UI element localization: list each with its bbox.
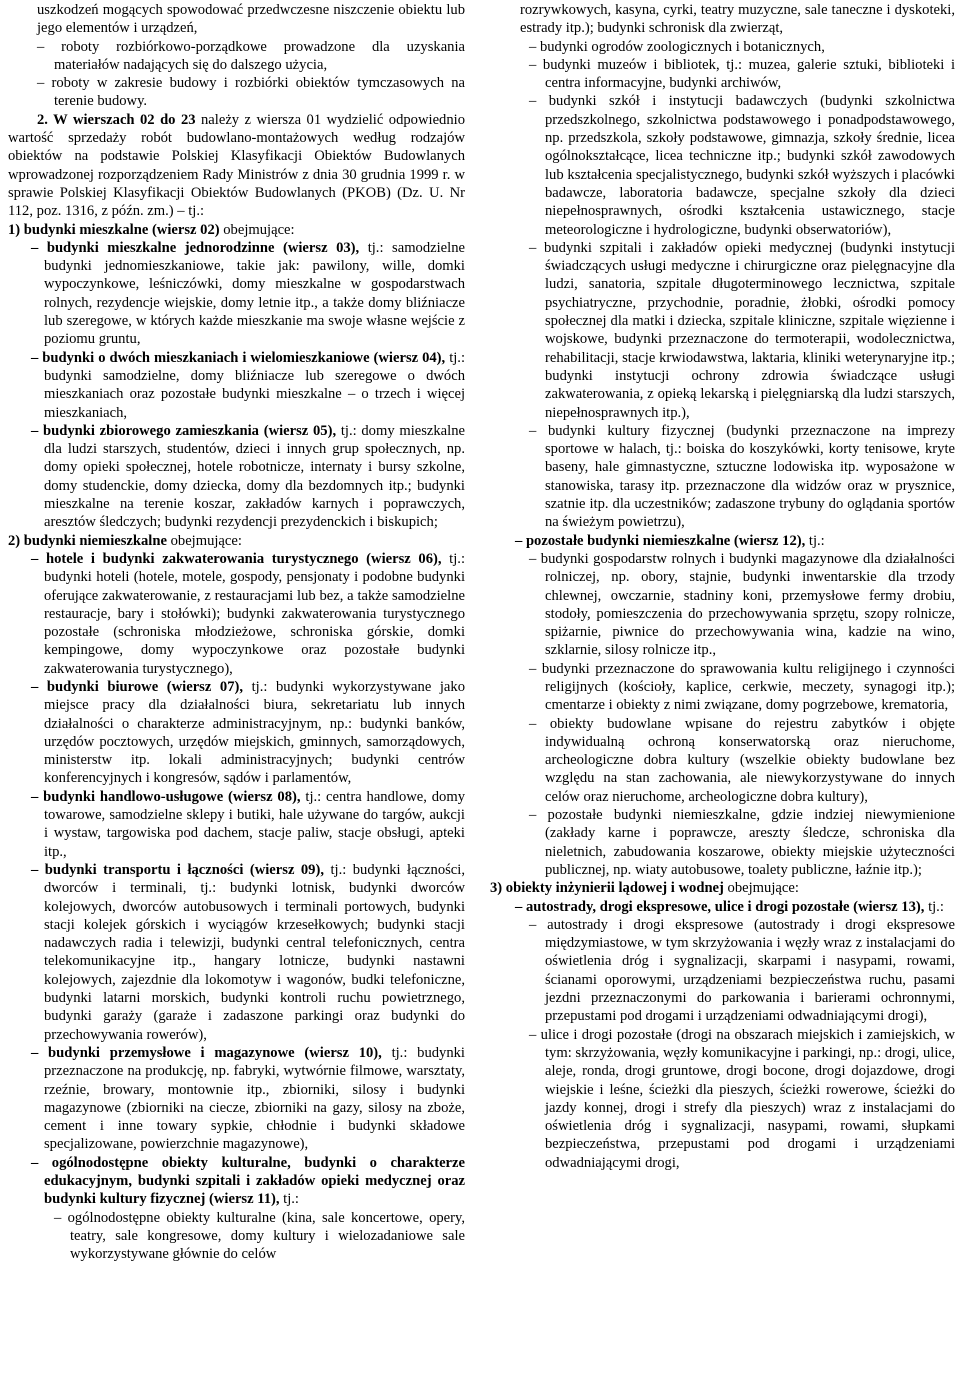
item-lead: – budynki handlowo-usługowe (wiersz 08), — [31, 788, 301, 805]
item-text: tj.: — [924, 898, 944, 915]
list-item — [8, 1154, 465, 1209]
item-lead: – autostrady, drogi ekspresowe, ulice i drogi pozostałe (wiersz 13), — [515, 898, 925, 915]
list-subitem: – obiekty budowlane wpisane do rejestru zabytków i objęte indywidualną ochroną konserwatorską oraz nieruchome, archeologiczne dobra kultury (wszelkie obiekty budowlane bez względu na stan zachowania, ale niewykorzystywane do innych celów oraz nieruchome, archeologiczne dobra kultury), — [529, 715, 955, 805]
section-text: należy z wiersza 01 wydzielić odpowiednio wartość sprzedaży robót budowlano-montażowych według rodzajów obiektów na podstawie Polskiej Klasyfikacji Obiektów Budowlanych wprowadzonej rozporządzeniem Rady Ministrów z dnia 30 grudnia 1999 r. w sprawie Polskiej Klasyfikacji Obiektów Budowlanych (PKOB) (Dz. U. Nr 112, poz. 1316, z późn. zm.) – tj.: — [8, 111, 465, 220]
item-text: tj.: domy mieszkalne dla ludzi starszych, studentów, dzieci i innych grup społecznych, np. domy opieki społecznej, hotele robotnicze, internaty i bursy szkolne, domy studenckie, domy dziecka, domy dla bezdomnych itp.; budynki mieszkalne na terenie koszar, zakładów karnych i poprawczych, aresztów śledczych; budynki rezydencji prezydenckich i biskupich; — [44, 422, 465, 531]
list-subitem: – budynki gospodarstw rolnych i budynki magazynowe dla działalności rolniczej, np. obory, stajnie, budynki inwentarskie dla trzody chlewnej, owczarnie, stadniny koni, przemysłowe fermy drobiu, stodoły, pomieszczenia do przechowywania sprzętu, szopy rolnicze, spiżarnie, piwnice do przechowywania wina, kadzie na wino, szklarnie, silosy rolnicze itp., — [529, 550, 955, 659]
item-text: tj.: budynki samodzielne, domy bliźniacze lub szeregowe o dwóch mieszkaniach oraz pozostałe budynki mieszkalne – o trzech i więcej mieszkaniach, — [44, 349, 466, 421]
item-lead: – budynki o dwóch mieszkaniach i wielomieszkaniowe (wiersz 04), — [31, 349, 446, 366]
item-lead: – ogólnodostępne obiekty kulturalne, budynki o charakterze edukacyjnym, budynki szpitali i zakładów opieki medycznej oraz budynki kultury fizycznej (wiersz 11), — [31, 1154, 465, 1208]
category-heading — [8, 221, 465, 239]
item-lead: – hotele i budynki zakwaterowania turystycznego (wiersz 06), — [31, 550, 442, 567]
list-subitem: – budynki kultury fizycznej (budynki przeznaczone na imprezy sportowe w halach, tj.: boiska do koszykówki, korty tenisowe, kryte baseny, hale gimnastyczne, sztuczne lodowiska itp. wyposażone w stanowiska, tarasy itp. przeznaczone dla widzów oraz w prysznice, szatnie itp. dla uczestników; zadaszone trybuny do oglądania sportów na świeżym powietrzu), — [529, 422, 955, 531]
category-lead: 1) budynki mieszkalne (wiersz 02) — [8, 221, 220, 238]
list-item — [490, 898, 955, 916]
category-text: obejmujące: — [166, 532, 242, 549]
item-lead: – pozostałe budynki niemieszkalne (wiersz 12), — [515, 532, 806, 549]
item-text: tj.: budynki wykorzystywane jako miejsce pracy dla działalności biura, sekretariatu lub innych działalności o charakterze administracyjnym, np.: budynki banków, urzędów pocztowych, urzędów miejskich, gminnych, samorządowych, ministerstw itp. lokali administracyjnych; budynki centrów konferencyjnych i kongresów, sądów i parlamentów, — [44, 678, 465, 787]
item-lead: – budynki transportu i łączności (wiersz 09), — [31, 861, 324, 878]
right-column — [490, 1, 955, 1172]
category-text: obejmujące: — [723, 880, 799, 897]
paragraph-section-2 — [8, 111, 465, 221]
list-item — [8, 422, 465, 532]
list-item: – roboty rozbiórkowo-porządkowe prowadzone dla uzyskania materiałów nadających się do dalszego użycia, — [37, 38, 465, 73]
category-lead: 2) budynki niemieszkalne — [8, 532, 167, 549]
list-item — [8, 349, 465, 422]
item-lead: – budynki biurowe (wiersz 07), — [31, 678, 244, 695]
list-subitem: – budynki przeznaczone do sprawowania kultu religijnego i czynności religijnych (kościoły, kaplice, cerkwie, meczety, synagogi itp.); cmentarze i obiekty z nimi związane, domy pogrzebowe, krematoria, — [529, 660, 955, 714]
list-item — [8, 1044, 465, 1154]
list-subitem: – budynki szkół i instytucji badawczych (budynki szkolnictwa przedszkolnego, szkolnictwa podstawowego i ponadpodstawowego, np. przedszkola, szkoły podstawowe, gimnazja, szkoły średnie, licea ogólnokształcące, licea techniczne itp.; budynki szkół zawodowych lub kształcenia specjalistycznego, budynki szkół wyższych i placówki badawcze, laboratoria badawcze, specjalne szkoły dla dzieci niepełnosprawnych, ośrodki kształcenia ustawicznego, stacje meteorologiczne i hydrologiczne, budynki obserwatoriów), — [529, 93, 955, 238]
category-heading — [8, 532, 465, 550]
category-lead: 3) obiekty inżynierii lądowej i wodnej — [490, 880, 724, 897]
list-subitem: – autostrady i drogi ekspresowe (autostrady i drogi ekspresowe międzymiastowe, w tym skrzyżowania i węzły wraz z instalacjami do oświetlenia dróg i sygnalizacji, skarpami i nasypami, rowami, ścianami oporowymi, urządzeniami bezpieczeństwa ruchu, pasami jezdni przeznaczonymi do parkowania i barierami ochronnymi, przepustami pod drogami i urządzeniami odwadniającymi drogi), — [529, 916, 955, 1025]
left-column — [8, 1, 465, 1263]
item-text: tj.: samodzielne budynki jednomieszkaniowe, takie jak: pawilony, wille, domki wypoczynkowe, leśniczówki, domy mieszkalne w gospodarstwach rolnych, rezydencje wiejskie, domy letnie itp., a także domy bliźniacze lub szeregowe, w których każde mieszkanie ma swoje własne wejście z poziomu gruntu, — [44, 239, 465, 348]
list-item — [8, 861, 465, 1044]
list-subitem: – budynki ogrodów zoologicznych i botanicznych, — [529, 38, 825, 55]
item-lead: – budynki zbiorowego zamieszkania (wiersz 05), — [31, 422, 337, 439]
item-text: tj.: — [805, 532, 825, 549]
category-text: obejmujące: — [219, 221, 295, 238]
section-lead: 2. W wierszach 02 do 23 — [37, 111, 196, 128]
list-item: – roboty w zakresie budowy i rozbiórki obiektów tymczasowych na terenie budowy. — [37, 75, 465, 110]
item-lead: – budynki przemysłowe i magazynowe (wiersz 10), — [31, 1044, 382, 1061]
list-subitem: – budynki muzeów i bibliotek, tj.: muzea, galerie sztuki, biblioteki i centra informacyjne, budynki archiwów, — [529, 56, 955, 92]
list-item — [490, 532, 955, 550]
list-subitem: – pozostałe budynki niemieszkalne, gdzie indziej niewymienione (zakłady karne i poprawcze, areszty śledcze, schroniska dla nieletnich, zabudowania koszarowe, obiekty miejskie użyteczności publicznej, np. wiaty autobusowe, toalety publiczne, łaźnie itp.); — [529, 807, 955, 878]
list-item — [8, 678, 465, 788]
item-text: tj.: budynki łączności, dworców i terminali, tj.: budynki lotnisk, budynki dworców kolejowych, dworców autobusowych i terminali portowych, budynki stacji kolejek górskich i wyciągów krzesełkowych; budynki stacji nadawczych radia i telewizji, budynki central telefonicznych, centra telekomunikacyjne itp., hangary lotnicze, budynki nastawni kolejowych, zajezdnie dla lokomotyw i wagonów, budki telefoniczne, budynki latarni morskich, budynki kontroli ruchu powietrznego, budynki garaży (garaże i zadaszone parkingi oraz budynki do przechowywania rowerów), — [44, 861, 465, 1043]
paragraph: rozrywkowych, kasyna, cyrki, teatry muzyczne, sale taneczne i dyskoteki, estrady itp.); budynki schronisk dla zwierząt, — [520, 2, 955, 37]
list-subitem: – ulice i drogi pozostałe (drogi na obszarach miejskich i zamiejskich, w tym: skrzyżowania, węzły komunikacyjne i parkingi, np.: drogi, ulice, aleje, ronda, drogi gruntowe, drogi bocone, drogi dojazdowe, drogi wiejskie i leśne, ścieżki dla pieszych, ścieżki rowerowe, ścieżki do jazdy konnej, drogi i strefy dla pieszych) wraz z instalacjami do oświetlenia dróg i sygnalizacji, nasypami, rowami, słupkami bezpieczeństwa, przepustami pod drogami i urządzeniami odwadniającymi drogi, — [529, 1026, 955, 1171]
list-item — [8, 550, 465, 678]
item-text: tj.: budynki hoteli (hotele, motele, gospody, pensjonaty i podobne budynki oferujące zakwaterowanie, z restauracjami lub bez, a także samodzielne restauracje, bary i stołówki); budynki zakwaterowania turystycznego pozostałe (schroniska młodzieżowe, schroniska górskie, domki kempingowe, domy wypoczynkowe oraz pozostałe budynki zakwaterowania turystycznego), — [44, 550, 465, 677]
item-text: tj.: — [279, 1191, 299, 1208]
category-heading — [490, 879, 955, 897]
item-lead: – budynki mieszkalne jednorodzinne (wiersz 03), — [31, 239, 360, 256]
item-text: tj.: centra handlowe, domy towarowe, samodzielne sklepy i butiki, hale używane do targów, aukcji i wystaw, targowiska pod dachem, stacje paliw, stacje obsługi, apteki itp., — [44, 788, 465, 860]
list-subitem: – budynki szpitali i zakładów opieki medycznej (budynki instytucji świadczących usługi medyczne i chirurgiczne oraz pielęgnacyjne dla ludzi, sanatoria, szpitale długoterminowego lecznictwa, szpitale psychiatryczne, przychodnie, poradnie, żłobki, ośrodki pomocy społecznej dla matki i dziecka, szpitale kliniczne, szpitale więzienne i wojskowe, budynki przeznaczone do termoterapii, wodolecznictwa, rehabilitacji, stacje krwiodawstwa, laktaria, kliniki weterynaryjne itp.; budynki instytucji ochrony zdrowia świadczące usługi zakwaterowania, z opieką lekarską i pielęgniarską dla ludzi starszych, niepełnosprawnych itp.), — [529, 239, 955, 421]
list-item — [8, 239, 465, 349]
list-item — [8, 788, 465, 861]
item-text: tj.: budynki przeznaczone na produkcję, np. fabryki, wytwórnie filmowe, warsztaty, rzeźnie, browary, montownie itp., zbiorniki, silosy i budynki magazynowe (zbiorniki na ciecze, zbiorniki na gazy, silosy na zboże, cement i inne towary sypkie, chłodnie i budynki składowe specjalizowane, powierzchnie magazynowe), — [44, 1044, 465, 1153]
list-subitem: – ogólnodostępne obiekty kulturalne (kina, sale koncertowe, opery, teatry, sale kongresowe, domy kultury i wielozadaniowe sale wykorzystywane głównie do celów — [54, 1209, 465, 1263]
paragraph: uszkodzeń mogących spowodować przedwczesne niszczenie obiektu lub jego elementów i urządzeń, — [37, 2, 465, 37]
